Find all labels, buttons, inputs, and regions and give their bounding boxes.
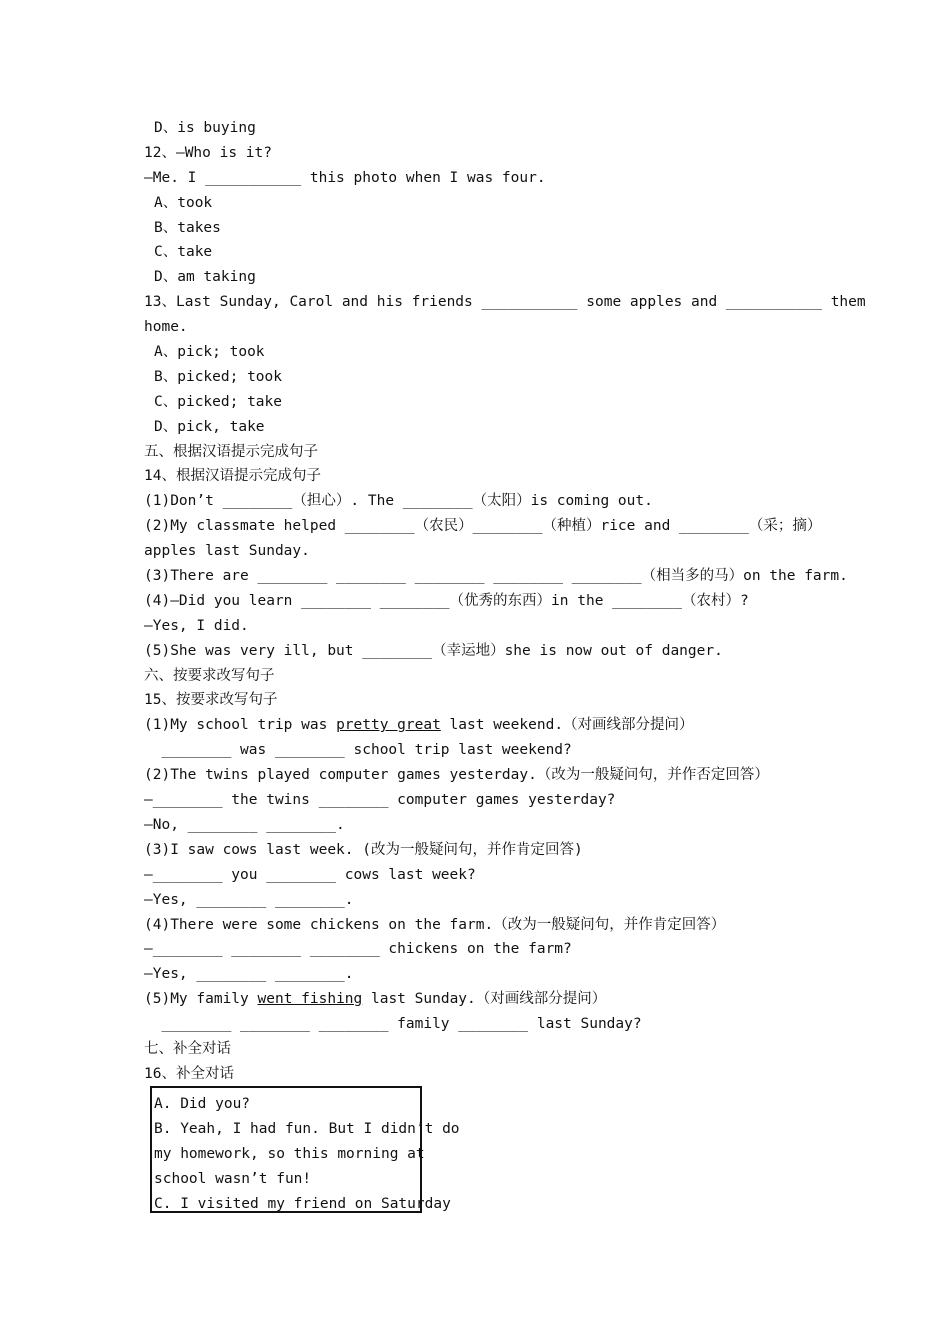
- q13-stem: 13、Last Sunday, Carol and his friends ___________ some apples and ___________ them: [144, 294, 866, 311]
- q13-option-a: A、pick; took: [154, 344, 265, 361]
- section5-heading: 五、根据汉语提示完成句子: [144, 443, 318, 460]
- q13-stem-cont: home.: [144, 319, 188, 336]
- q14-line: (1)Don’t ________（担心）. The ________（太阳）is coming out.: [144, 493, 653, 510]
- q15-item-1-answer: ________ was ________ school trip last weekend?: [144, 742, 572, 759]
- dialogue-option: my homework, so this morning at: [154, 1146, 425, 1162]
- q16-title: 16、补全对话: [144, 1065, 234, 1082]
- worksheet-content: [144, 116, 866, 1087]
- item1-prefix: (1)My school trip was: [144, 717, 337, 734]
- dialogue-option: C. I visited my friend on Saturday: [154, 1196, 451, 1212]
- q13-option-d: D、pick, take: [154, 418, 265, 435]
- dialogue-option: A. Did you?: [154, 1096, 251, 1112]
- q14-line: (3)There are ________ ________ ________ ________ ________（相当多的马）on the farm.: [144, 568, 848, 585]
- dialogue-options-box: [150, 1086, 460, 1213]
- q15-item-5-answer: ________ ________ ________ family ________ last Sunday?: [144, 1016, 642, 1033]
- q14-line: (5)She was very ill, but ________（幸运地）she is now out of danger.: [144, 642, 723, 659]
- q12-option-b: B、takes: [154, 219, 221, 236]
- q13-option-c: C、picked; take: [154, 393, 282, 410]
- q15-item-3: (3)I saw cows last week. (改为一般疑问句，并作肯定回答): [144, 841, 583, 858]
- q15-item-4: (4)There were some chickens on the farm.（改为一般疑问句，并作肯定回答）: [144, 916, 726, 933]
- item5-prefix: (5)My family: [144, 991, 258, 1008]
- q15-item-1: [144, 713, 844, 738]
- q14-title: 14、根据汉语提示完成句子: [144, 468, 321, 485]
- q14-line: apples last Sunday.: [144, 543, 310, 560]
- q13-option-b: B、picked; took: [154, 368, 282, 385]
- q14-line: (4)—Did you learn ________ ________（优秀的东西）in the ________（农村）?: [144, 592, 749, 609]
- underlined-phrase: pretty great: [336, 717, 441, 734]
- q15-item-4-question: —________ ________ ________ chickens on the farm?: [144, 941, 572, 958]
- section7-heading: 七、补全对话: [144, 1040, 231, 1057]
- q15-item-4-answer: —Yes, ________ ________.: [144, 966, 354, 983]
- q15-item-2: (2)The twins played computer games yesterday.（改为一般疑问句，并作否定回答）: [144, 767, 769, 784]
- q12-option-a: A、took: [154, 194, 213, 211]
- q12-sentence: —Me. I ___________ this photo when I was four.: [144, 169, 546, 186]
- dialogue-option: school wasn’t fun!: [154, 1171, 312, 1187]
- q14-line: (2)My classmate helped ________（农民）________（种植）rice and ________（采；摘）: [144, 518, 822, 535]
- item5-suffix: last Sunday.（对画线部分提问）: [362, 991, 607, 1008]
- section6-heading: 六、按要求改写句子: [144, 667, 275, 684]
- q12-stem: 12、—Who is it?: [144, 144, 272, 161]
- q15-title: 15、按要求改写句子: [144, 692, 278, 709]
- q15-item-5: [144, 987, 844, 1012]
- item1-suffix: last weekend.（对画线部分提问）: [440, 717, 694, 734]
- q15-item-3-question: —________ you ________ cows last week?: [144, 866, 476, 883]
- q15-item-2-answer: —No, ________ ________.: [144, 816, 345, 833]
- q15-item-3-answer: —Yes, ________ ________.: [144, 891, 354, 908]
- underlined-phrase: went fishing: [257, 991, 363, 1008]
- q14-line: —Yes, I did.: [144, 617, 249, 634]
- q11-option-d: D、is buying: [154, 120, 256, 136]
- q12-option-c: C、take: [154, 244, 213, 261]
- q15-item-2-question: —________ the twins ________ computer games yesterday?: [144, 792, 616, 809]
- dialogue-option: B. Yeah, I had fun. But I didn’t do: [154, 1121, 460, 1137]
- q12-option-d: D、am taking: [154, 269, 256, 286]
